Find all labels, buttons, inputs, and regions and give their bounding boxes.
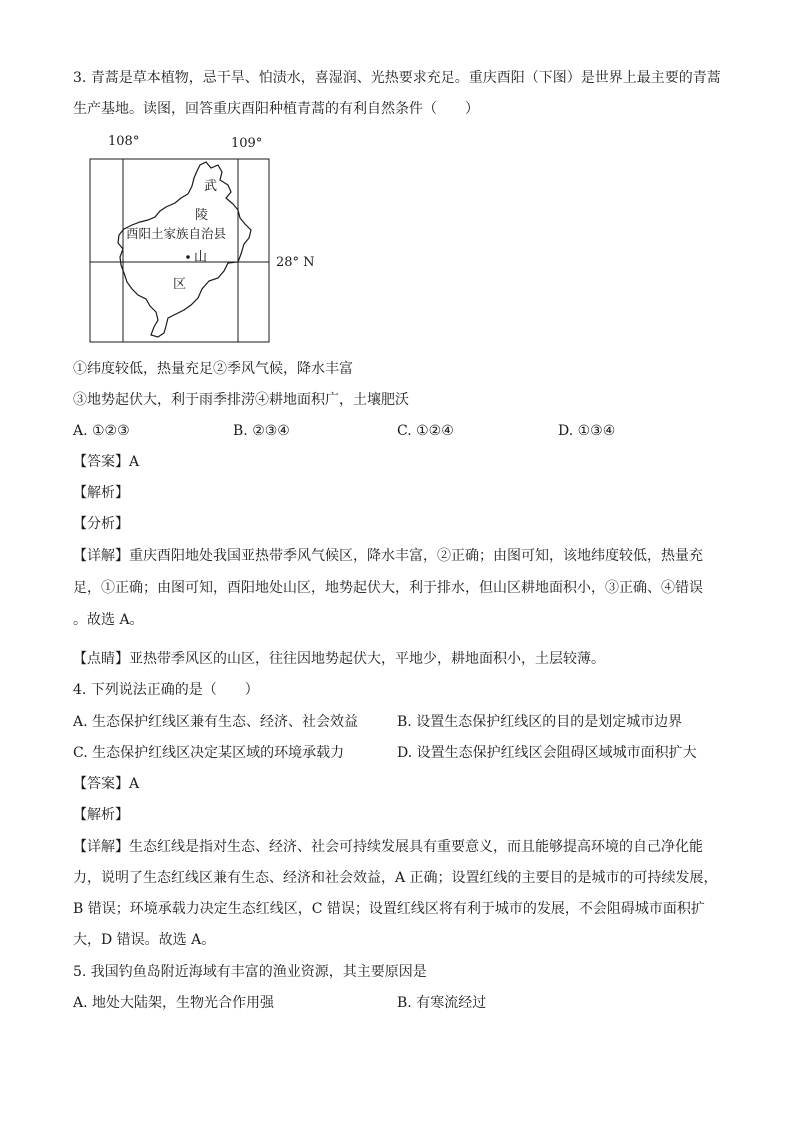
q4-option-b[interactable]: B. 设置生态保护红线区的目的是划定城市边界 (397, 714, 683, 730)
q3-option-b[interactable]: B. ②③④ (233, 423, 290, 439)
map-lon-left: 108° (108, 134, 140, 149)
q4-detail-line3: B 错误；环境承载力决定生态红线区，C 错误；设置红线区将有利于城市的发展，不会阻碍城市面积扩 (73, 901, 705, 917)
q3-answer: 【答案】A (73, 454, 140, 470)
q3-stem-line1: 3. 青蒿是草本植物，忌干旱、怕渍水，喜湿润、光热要求充足。重庆酉阳（下图）是世界上最主要的青蒿 (73, 70, 721, 86)
q4-detail-line4: 大，D 错误。故选 A。 (73, 932, 216, 948)
q4-option-a[interactable]: A. 生态保护红线区兼有生态、经济、社会效益 (73, 714, 359, 730)
q3-detail-line3: 。故选 A。 (73, 612, 144, 628)
map-label-county: 酉阳土家族自治县 (126, 226, 227, 241)
q3-option-c[interactable]: C. ①②④ (397, 423, 454, 439)
q4-detail-line1: 【详解】生态红线是指对生态、经济、社会可持续发展具有重要意义，而且能够提高环境的自己净化能 (73, 839, 703, 855)
q3-statements-2: ③地势起伏大，利于雨季排涝④耕地面积广，土壤肥沃 (73, 392, 409, 408)
q5-option-a[interactable]: A. 地处大陆架，生物光合作用强 (73, 995, 275, 1011)
q3-option-a[interactable]: A. ①②③ (73, 423, 130, 439)
q3-stem-line2: 生产基地。读图，回答重庆酉阳种植青蒿的有利自然条件（ ） (73, 101, 479, 117)
q4-option-c[interactable]: C. 生态保护红线区决定某区域的环境承载力 (73, 745, 345, 761)
map-label-wu: 武 (204, 179, 218, 194)
q4-answer: 【答案】A (73, 776, 140, 792)
q3-statements-1: ①纬度较低，热量充足②季风气候，降水丰富 (73, 361, 353, 377)
q3-option-d[interactable]: D. ①③④ (558, 423, 616, 439)
q3-dianjing: 【点睛】亚热带季风区的山区，往往因地势起伏大，平地少，耕地面积小，土层较薄。 (73, 651, 605, 667)
q3-jiexi: 【解析】 (73, 485, 129, 501)
map-lat-label: 28° N (276, 255, 315, 270)
map-county-boundary (118, 162, 251, 337)
q3-fenxi: 【分析】 (73, 516, 129, 532)
map-label-qu: 区 (173, 277, 187, 292)
q5-stem: 5. 我国钓鱼岛附近海域有丰富的渔业资源，其主要原因是 (73, 964, 427, 980)
q4-stem: 4. 下列说法正确的是（ ） (73, 682, 259, 698)
map-lon-right: 109° (231, 136, 263, 151)
map-label-ling: 陵 (195, 208, 209, 223)
q5-option-b[interactable]: B. 有寒流经过 (397, 995, 487, 1011)
q3-detail-line1: 【详解】重庆酉阳地处我国亚热带季风气候区，降水丰富，②正确；由图可知，该地纬度较低，热量充 (73, 548, 703, 564)
youyang-map (88, 132, 328, 347)
q4-detail-line2: 力，说明了生态红线区兼有生态、经济和社会效益，A 正确；设置红线的主要目的是城市的可持续发展， (73, 870, 718, 886)
q4-option-d[interactable]: D. 设置生态保护红线区会阻碍区域城市面积扩大 (397, 745, 697, 761)
q4-jiexi: 【解析】 (73, 807, 129, 823)
q3-detail-line2: 足，①正确；由图可知，酉阳地处山区，地势起伏大，利于排水，但山区耕地面积小，③正确、④错误 (73, 580, 703, 596)
map-label-shan: 山 (194, 250, 208, 265)
map-county-seat-dot (186, 255, 190, 259)
